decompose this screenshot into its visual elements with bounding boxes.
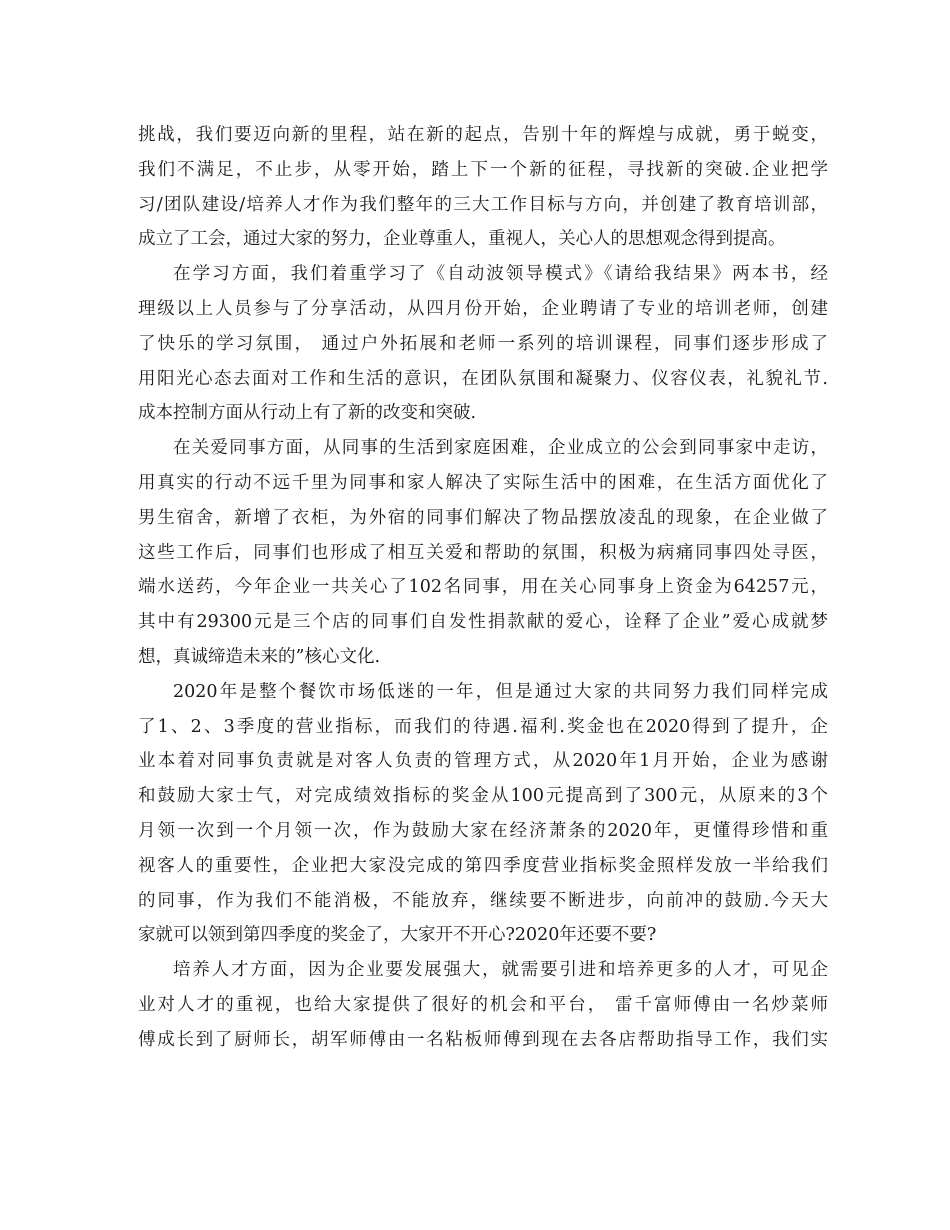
text-line: 2020年是整个餐饮市场低迷的一年，但是通过大家的共同努力我们同样完成 (173, 681, 828, 702)
paragraph-1 (138, 118, 828, 257)
text-line: 家就可以领到第四季度的奖金了，大家开不开心?2020年还要不要? (138, 925, 657, 946)
text-line: 成立了工会，通过大家的努力，企业尊重人，重视人，关心人的思想观念得到提高。 (138, 229, 786, 250)
text-line: 理级以上人员参与了分享活动，从四月份开始，企业聘请了专业的培训老师，创建 (138, 298, 828, 319)
text-line: 在学习方面，我们着重学习了《自动波领导模式》《请给我结果》两本书，经 (173, 264, 828, 285)
text-line: 的同事，作为我们不能消极，不能放弃，继续要不断进步，向前冲的鼓励.今天大 (138, 890, 828, 911)
text-line: 了1、2、3季度的营业指标，而我们的待遇.福利.奖金也在2020得到了提升，企 (138, 716, 828, 737)
text-line: 其中有29300元是三个店的同事们自发性捐款献的爱心，诠释了企业”爱心成就梦 (138, 612, 828, 633)
text-line: 我们不满足，不止步，从零开始，踏上下一个新的征程，寻找新的突破.企业把学 (138, 159, 828, 180)
text-line: 在关爱同事方面，从同事的生活到家庭困难，企业成立的公会到同事家中走访， (173, 438, 828, 459)
text-line: 了快乐的学习氛围， 通过户外拓展和老师一系列的培训课程，同事们逐步形成了 (138, 333, 828, 354)
text-line: 挑战，我们要迈向新的里程，站在新的起点，告别十年的辉煌与成就，勇于蜕变， (138, 125, 828, 145)
text-line: 习/团队建设/培养人才作为我们整年的三大工作目标与方向，并创建了教育培训部， (138, 194, 828, 215)
paragraph-2 (138, 257, 828, 431)
text-line: 傅成长到了厨师长，胡军师傅由一名粘板师傅到现在去各店帮助指导工作，我们实 (138, 1029, 828, 1050)
text-line: 想，真诚缔造未来的”核心文化. (138, 646, 381, 667)
text-line: 男生宿舍，新增了衣柜，为外宿的同事们解决了物品摆放凌乱的现象，在企业做了 (138, 507, 828, 528)
text-line: 用真实的行动不远千里为同事和家人解决了实际生活中的困难，在生活方面优化了 (138, 472, 828, 493)
text-line: 和鼓励大家士气，对完成绩效指标的奖金从100元提高到了300元，从原来的3个 (138, 786, 828, 807)
text-line: 视客人的重要性，企业把大家没完成的第四季度营业指标奖金照样发放一半给我们 (138, 855, 828, 876)
text-line: 月领一次到一个月领一次，作为鼓励大家在经济萧条的2020年，更懂得珍惜和重 (138, 820, 828, 841)
document-body (138, 118, 828, 1058)
text-line: 端水送药，今年企业一共关心了102名同事，用在关心同事身上资金为64257元， (138, 577, 828, 598)
text-line: 培养人才方面，因为企业要发展强大，就需要引进和培养更多的人才，可见企 (173, 960, 828, 981)
text-line: 用阳光心态去面对工作和生活的意识，在团队氛围和凝聚力、仪容仪表，礼貌礼节. (138, 368, 828, 389)
text-line: 这些工作后，同事们也形成了相互关爱和帮助的氛围，积极为病痛同事四处寻医， (138, 542, 828, 563)
paragraph-5 (138, 953, 828, 1057)
paragraph-4 (138, 675, 828, 953)
text-line: 业对人才的重视，也给大家提供了很好的机会和平台， 雷千富师傅由一名炒菜师 (138, 994, 828, 1015)
text-line: 成本控制方面从行动上有了新的改变和突破. (138, 403, 477, 424)
paragraph-3 (138, 431, 828, 675)
text-line: 业本着对同事负责就是对客人负责的管理方式，从2020年1月开始，企业为感谢 (138, 751, 828, 772)
